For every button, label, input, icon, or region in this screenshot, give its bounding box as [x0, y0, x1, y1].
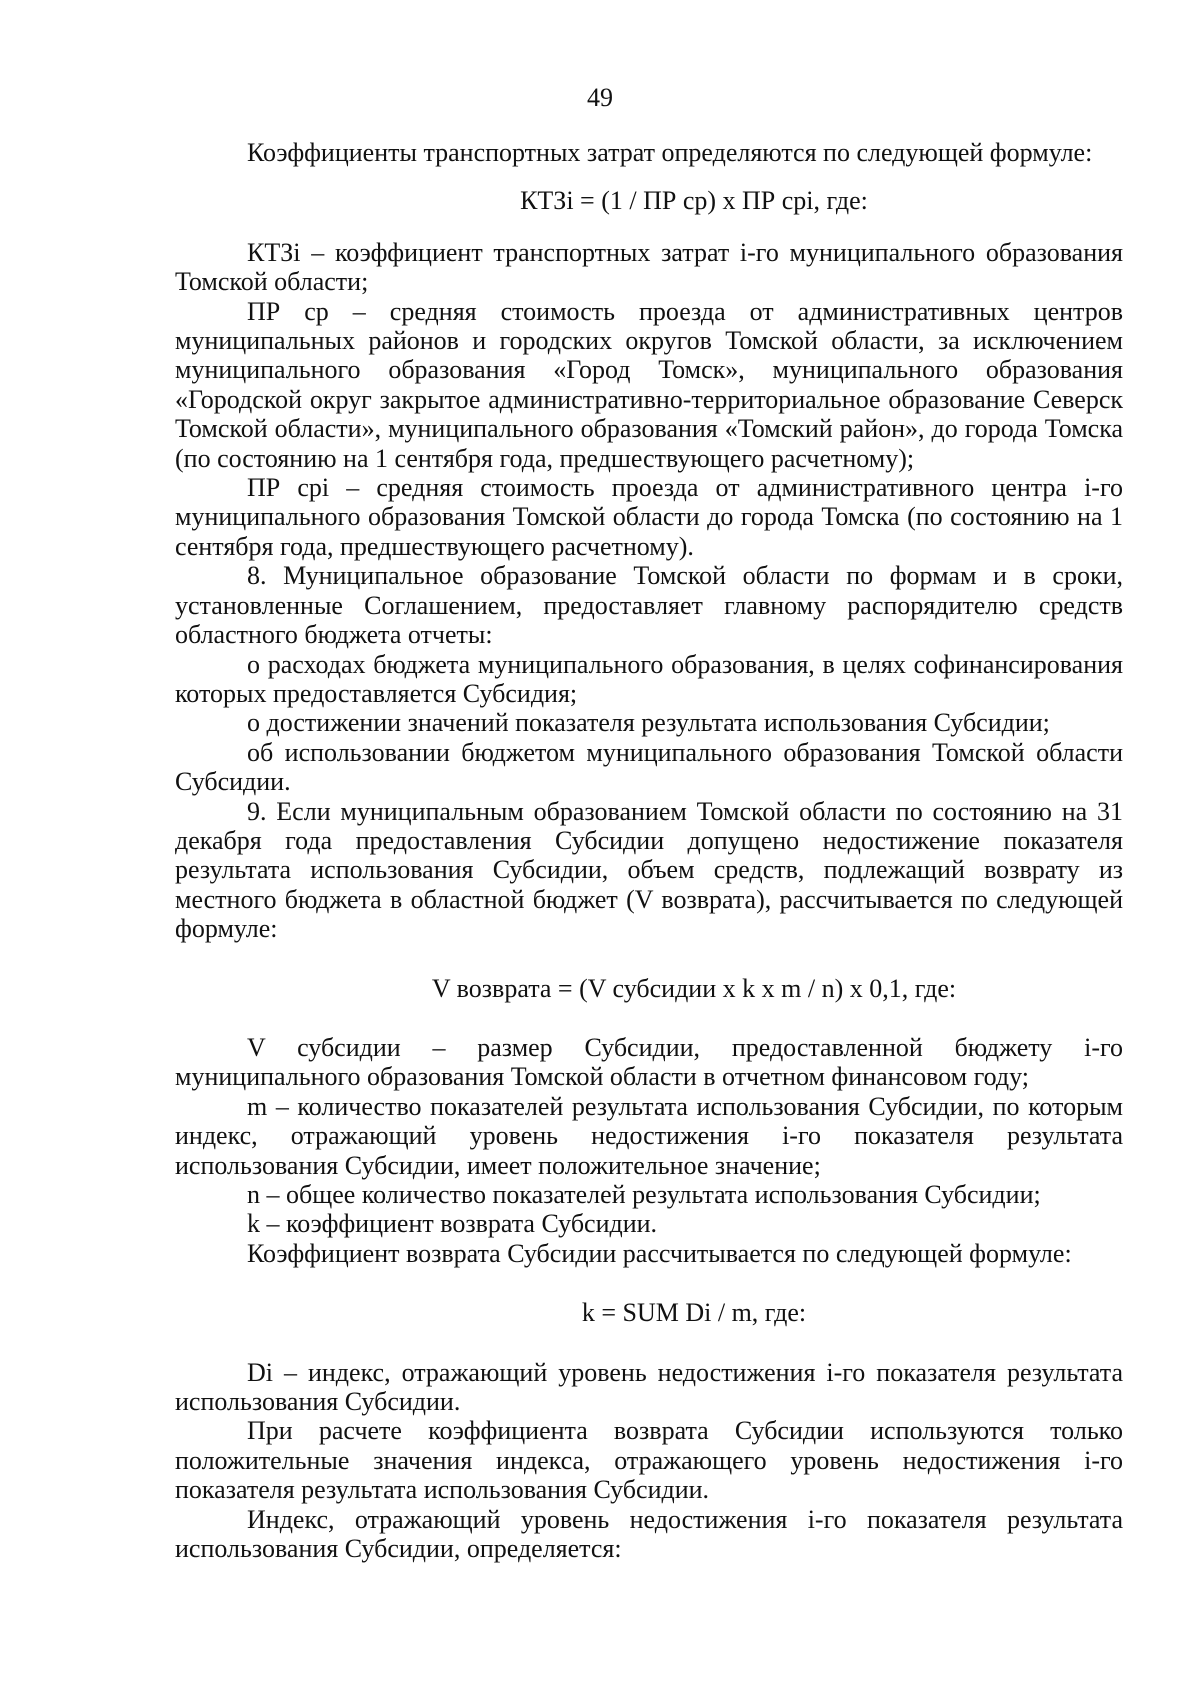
intro-paragraph: Коэффициенты транспортных затрат определяются по следующей формуле:: [247, 138, 1093, 167]
report-item-expenses: о расходах бюджета муниципального образования, в целях софинансирования которых предоставляется Субсидия;: [175, 649, 1123, 708]
definition-di: Di – индекс, отражающий уровень недостижения i-го показателя результата использования Субсидии.: [175, 1357, 1123, 1417]
formula-v-return: V возврата = (V субсидии x k x m / n) x 0,1, где:: [431, 973, 957, 1003]
formula-transport-coefficient: КТЗi = (1 / ПР ср) x ПР срi, где:: [520, 186, 868, 216]
page-number: 49: [587, 83, 613, 112]
definition-pr-sri: ПР срi – средняя стоимость проезда от административного центра i-го муниципального образования Томской области до города Томска (по состоянию на 1 сентября года, предшествующего расчетному).: [175, 473, 1123, 561]
definition-m: m – количество показателей результата использования Субсидии, по которым индекс, отражающий уровень недостижения i-го показателя результата использования Субсидии, имеет положительное значение;: [175, 1091, 1123, 1180]
k-formula-intro: Коэффициент возврата Субсидии рассчитывается по следующей формуле:: [247, 1238, 1072, 1268]
clause-9: 9. Если муниципальным образованием Томской области по состоянию на 31 декабря года предоставления Субсидии допущено недостижение показателя результата использования Субсидии, объем средств, подлежащий возврату из местного бюджета в областной бюджет (V возврата), рассчитывается по следующей формуле:: [175, 796, 1123, 944]
definition-pr-sr: ПР ср – средняя стоимость проезда от административных центров муниципальных районов и городских округов Томской области, за исключением муниципального образования «Город Томск», муниципального образования «Городской округ закрытое административно-территориальное образование Северск Томской области», муниципального образования «Томский район», до города Томска (по состоянию на 1 сентября года, предшествующего расчетному);: [175, 296, 1123, 473]
clause-8: 8. Муниципальное образование Томской области по формам и в сроки, установленные Соглашением, предоставляет главному распорядителю средств областного бюджета отчеты:: [175, 561, 1123, 650]
definition-ktzi: КТЗi – коэффициент транспортных затрат i-го муниципального образования Томской области;: [175, 237, 1123, 297]
formula-k: k = SUM Di / m, где:: [581, 1298, 807, 1328]
document-body: [175, 138, 1123, 1563]
report-item-achievement: о достижении значений показателя результата использования Субсидии;: [247, 708, 1050, 738]
positive-values-note: При расчете коэффициента возврата Субсидии используются только положительные значения индекса, отражающего уровень недостижения i-го показателя результата использования Субсидии.: [175, 1416, 1123, 1505]
definition-n: n – общее количество показателей результата использования Субсидии;: [247, 1180, 1041, 1209]
report-item-usage: об использовании бюджетом муниципального образования Томской области Субсидии.: [175, 737, 1123, 797]
definition-k: k – коэффициент возврата Субсидии.: [247, 1209, 658, 1239]
definition-v-subsidy: V субсидии – размер Субсидии, предоставленной бюджету i-го муниципального образования Томской области в отчетном финансовом году;: [175, 1032, 1123, 1092]
index-definition-intro: Индекс, отражающий уровень недостижения i-го показателя результата использования Субсидии, определяется:: [175, 1504, 1123, 1564]
